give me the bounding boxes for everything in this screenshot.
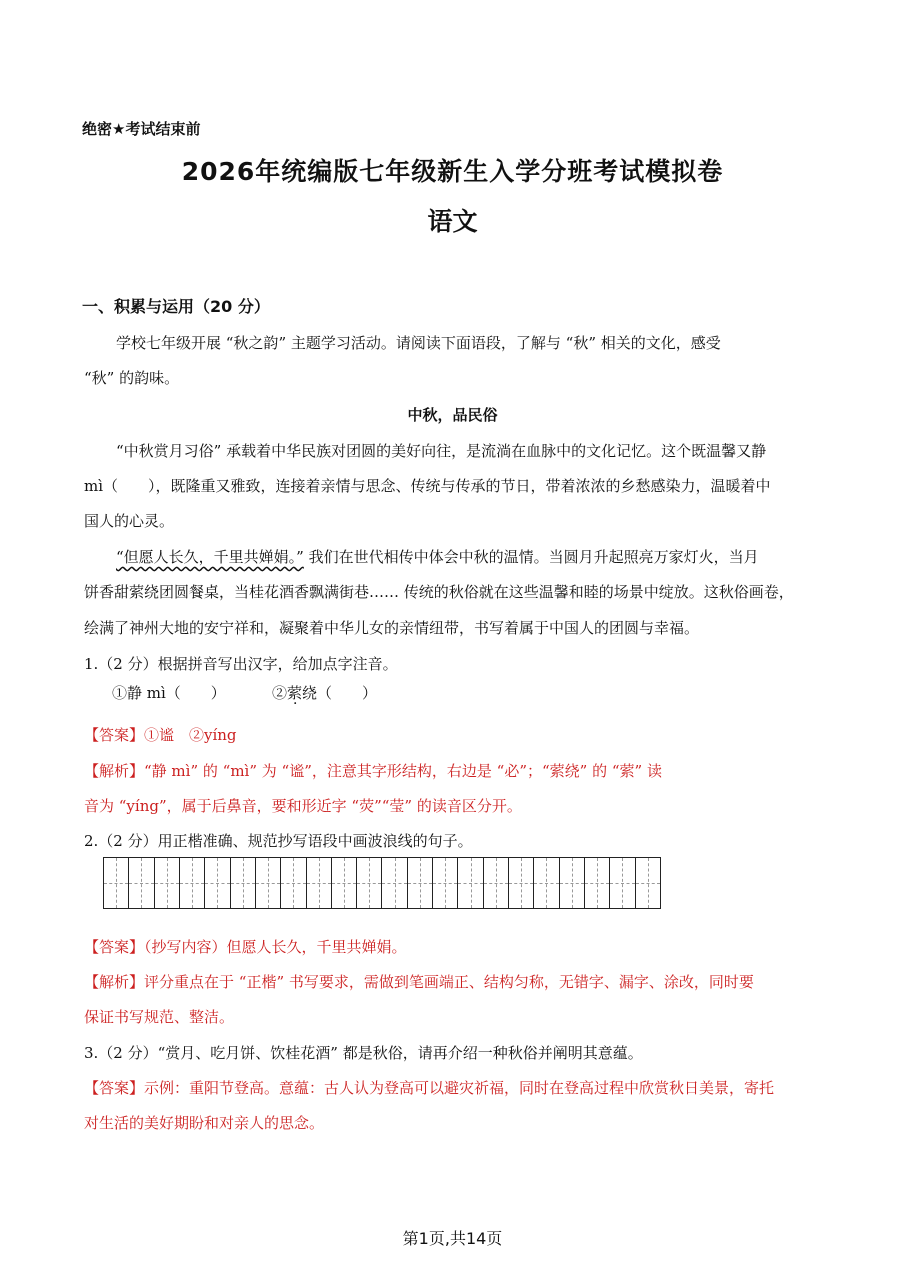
grid-cell[interactable]: [585, 858, 610, 908]
passage-p2-line-1-rest: 我们在世代相传中体会中秋的温情。当圆月升起照亮万家灯火，当月: [303, 548, 759, 566]
grid-cell[interactable]: [231, 858, 256, 908]
q1-item-2: [272, 682, 377, 703]
grid-cell[interactable]: [104, 858, 129, 908]
q1-answer: 【答案】①谧 ②yíng: [84, 726, 237, 744]
writing-grid[interactable]: [103, 857, 661, 909]
q1-analysis-line-1: 【解析】“静 mì” 的 “mì” 为 “谧”，注意其字形结构，右边是 “必”；“萦绕” 的 “萦” 读: [84, 762, 662, 780]
grid-cell[interactable]: [155, 858, 180, 908]
section-heading: 一、积累与运用（20 分）: [82, 297, 270, 316]
grid-cell[interactable]: [205, 858, 230, 908]
grid-cell[interactable]: [484, 858, 509, 908]
dotted-character: 萦: [287, 684, 303, 702]
q3-answer-line-2: 对生活的美好期盼和对亲人的思念。: [84, 1114, 325, 1132]
q3-stem: 3.（2 分）“赏月、吃月饼、饮桂花酒” 都是秋俗，请再介绍一种秋俗并阐明其意蕴。: [84, 1044, 643, 1062]
grid-cell[interactable]: [610, 858, 635, 908]
q2-answer: 【答案】（抄写内容）但愿人长久，千里共婵娟。: [84, 938, 407, 956]
grid-cell[interactable]: [180, 858, 205, 908]
q1-item-2-rest: 绕（ ）: [302, 684, 378, 702]
intro-line-1: 学校七年级开展 “秋之韵” 主题学习活动。请阅读下面语段，了解与 “秋” 相关的文化，感受: [116, 334, 721, 352]
passage-p2-line-2: 饼香甜萦绕团圆餐桌，当桂花酒香飘满街巷…… 传统的秋俗就在这些温馨和睦的场景中绽放。这秋俗画卷，: [84, 583, 794, 601]
q2-analysis-line-1: 【解析】评分重点在于 “正楷” 书写要求，需做到笔画端正、结构匀称，无错字、漏字、涂改，同时要: [84, 973, 754, 991]
q3-answer-line-1: 【答案】示例：重阳节登高。意蕴：古人认为登高可以避灾祈福，同时在登高过程中欣赏秋日美景，寄托: [84, 1079, 775, 1097]
grid-cell[interactable]: [382, 858, 407, 908]
grid-cell[interactable]: [560, 858, 585, 908]
passage-p2-line-1: [116, 546, 759, 567]
q1-analysis-line-2: 音为 “yíng”，属于后鼻音，要和形近字 “荧”“莹” 的读音区分开。: [84, 797, 522, 815]
q2-stem: 2.（2 分）用正楷准确、规范抄写语段中画波浪线的句子。: [84, 832, 473, 850]
q1-item-1: ①静 mì（ ）: [112, 684, 226, 702]
exam-title: 2026年统编版七年级新生入学分班考试模拟卷: [181, 157, 724, 186]
grid-cell[interactable]: [534, 858, 559, 908]
grid-cell[interactable]: [256, 858, 281, 908]
q1-stem: 1.（2 分）根据拼音写出汉字，给加点字注音。: [84, 655, 398, 673]
grid-cell[interactable]: [458, 858, 483, 908]
intro-line-2: “秋” 的韵味。: [84, 369, 180, 387]
confidential-label: 绝密★考试结束前: [82, 120, 201, 138]
page-number: 第1页,共14页: [402, 1229, 503, 1248]
passage-p1-line-2: mì（ ），既隆重又雅致，连接着亲情与思念、传统与传承的节日，带着浓浓的乡愁感染力，温暖着中: [84, 477, 771, 495]
passage-title: 中秋，品民俗: [407, 406, 498, 424]
grid-cell[interactable]: [129, 858, 154, 908]
grid-cell[interactable]: [408, 858, 433, 908]
passage-p2-line-3: 绘满了神州大地的安宁祥和，凝聚着中华儿女的亲情纽带，书写着属于中国人的团圆与幸福。: [84, 619, 700, 637]
grid-cell[interactable]: [509, 858, 534, 908]
grid-cell[interactable]: [433, 858, 458, 908]
grid-cell[interactable]: [307, 858, 332, 908]
q1-item-2-number: ②: [272, 684, 288, 702]
grid-cell[interactable]: [357, 858, 382, 908]
grid-cell[interactable]: [332, 858, 357, 908]
passage-p1-line-3: 国人的心灵。: [84, 512, 175, 530]
q2-analysis-line-2: 保证书写规范、整洁。: [84, 1008, 235, 1026]
passage-p1-line-1: “中秋赏月习俗” 承载着中华民族对团圆的美好向往，是流淌在血脉中的文化记忆。这个既温馨又静: [116, 442, 767, 460]
subject-title: 语文: [427, 207, 478, 236]
wavy-underlined-quote: “但愿人长久，千里共婵娟。”: [116, 548, 304, 566]
grid-cell[interactable]: [281, 858, 306, 908]
grid-cell[interactable]: [636, 858, 660, 908]
